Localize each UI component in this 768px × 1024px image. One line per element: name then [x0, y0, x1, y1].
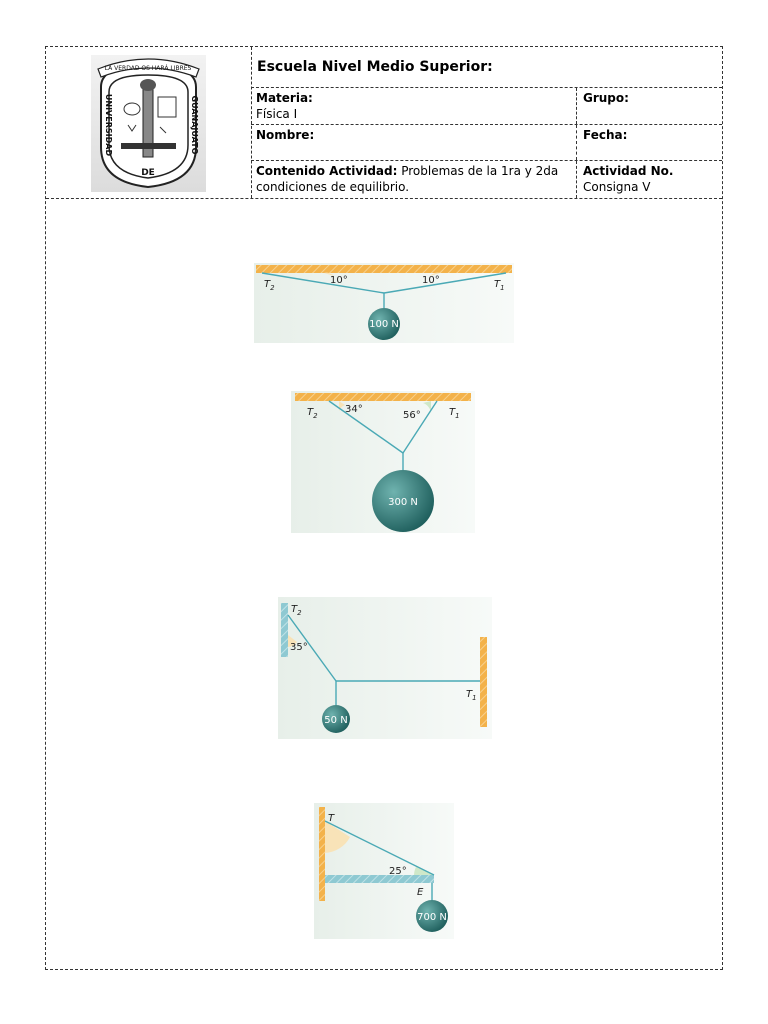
angle-left-label: 34° — [345, 404, 363, 415]
logo-cell — [46, 47, 252, 198]
figure-2 — [291, 391, 475, 533]
ceiling — [256, 265, 512, 273]
t2-sub: 2 — [297, 609, 302, 617]
t1-label: T — [466, 689, 473, 700]
actividad-value: Consigna V — [583, 180, 651, 194]
wall — [319, 807, 325, 901]
weight-label: 100 N — [369, 319, 399, 330]
wall-left — [281, 603, 288, 657]
t2-sub: 2 — [313, 412, 318, 420]
t2-label: T — [307, 407, 314, 418]
seal-left-text: UNIVERSIDAD — [104, 93, 113, 157]
school-title: Escuela Nivel Medio Superior: — [257, 59, 493, 75]
angle-left-label: 10° — [330, 275, 348, 286]
angle-right-label: 56° — [403, 410, 421, 421]
t2-label: T — [264, 279, 271, 290]
fecha-label: Fecha: — [583, 128, 628, 142]
t1-label: T — [494, 279, 501, 290]
nombre-label: Nombre: — [256, 128, 315, 142]
weight-label: 300 N — [388, 497, 418, 508]
seal-right-text: GUANAJUATO — [190, 95, 199, 155]
school-row — [251, 47, 722, 88]
angle-label: 25° — [389, 866, 407, 877]
figure-3 — [278, 597, 492, 739]
figure-4 — [314, 803, 454, 939]
grupo-label: Grupo: — [583, 91, 629, 105]
figure-1 — [254, 263, 514, 343]
weight-label: 700 N — [417, 912, 447, 923]
materia-row — [251, 88, 722, 125]
nombre-row — [251, 125, 722, 161]
grupo-cell — [577, 88, 722, 124]
contenido-row — [251, 161, 722, 198]
contenido-label: Contenido Actividad: — [256, 164, 398, 178]
e-label: E — [417, 887, 424, 898]
t1-sub: 1 — [500, 284, 505, 292]
boom — [325, 875, 434, 883]
angle-label: 35° — [290, 642, 308, 653]
t2-label: T — [291, 604, 298, 615]
materia-value: Física I — [256, 107, 298, 121]
header-table — [46, 47, 722, 199]
fecha-cell — [577, 125, 722, 160]
ceiling — [295, 393, 471, 401]
t1-sub: 1 — [455, 412, 460, 420]
materia-cell — [251, 88, 577, 124]
nombre-cell — [251, 125, 577, 160]
t1-sub: 1 — [472, 694, 477, 702]
materia-label: Materia: — [256, 91, 313, 105]
contenido-cell — [251, 161, 577, 198]
wall-right — [480, 637, 487, 727]
seal-bottom-text: DE — [141, 168, 155, 178]
t-label: T — [328, 813, 335, 824]
t1-label: T — [449, 407, 456, 418]
angle-right-label: 10° — [422, 275, 440, 286]
seal-motto: LA VERDAD OS HARÁ LIBRES — [104, 65, 192, 72]
contenido-value: Problemas de la 1ra y 2da condiciones de equilibrio. — [256, 164, 559, 194]
weight-label: 50 N — [324, 715, 348, 726]
actividad-label: Actividad No. — [583, 164, 674, 178]
university-seal — [46, 47, 251, 198]
t2-sub: 2 — [270, 284, 275, 292]
actividad-cell — [577, 161, 722, 198]
